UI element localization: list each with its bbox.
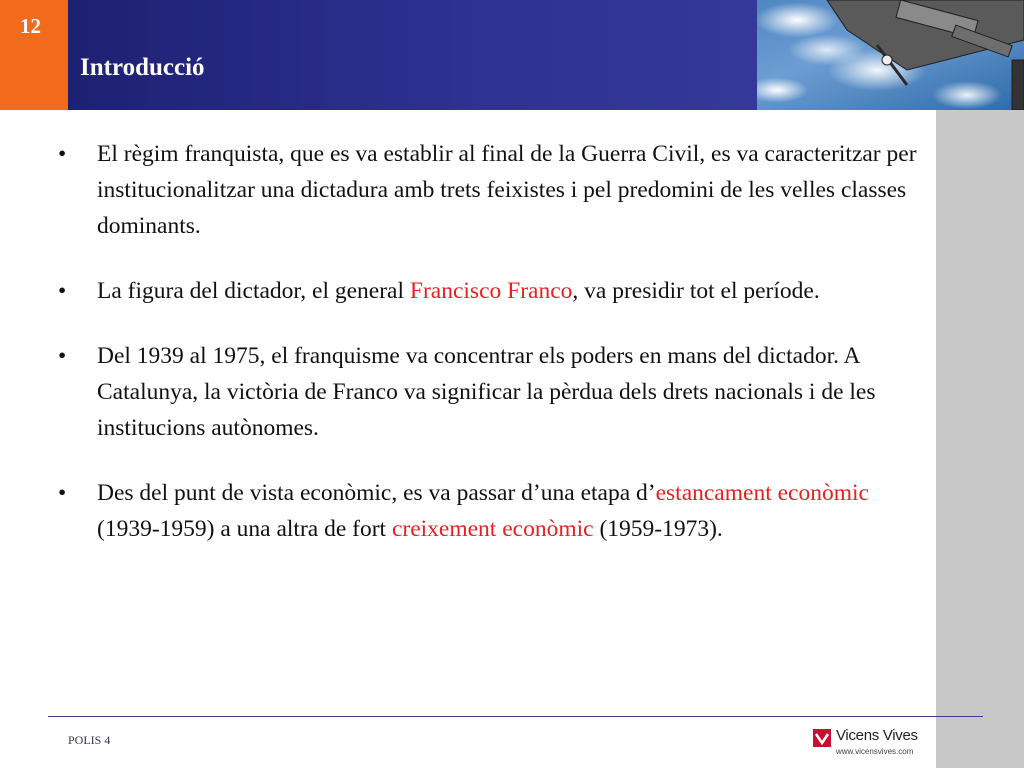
bullet-text: Des del punt de vista econòmic, es va passar d’una etapa d’ [97, 480, 656, 506]
bullet-text: (1959-1973). [593, 516, 723, 542]
footer-divider [48, 716, 983, 717]
space-station-illustration [757, 0, 1024, 110]
highlighted-text: Francisco Franco [409, 278, 573, 304]
logo-url: www.vicensvives.com [836, 747, 914, 756]
slide-header [0, 0, 1024, 110]
bullet-text: El règim franquista, que es va establir al final de la Guerra Civil, es va caracteritzar per institucionalitzar una dictadura amb trets feixistes i pel predomini de les velles classes dominants. [97, 141, 917, 239]
bullet-text: La figura del dictador, el general [97, 278, 410, 304]
slide-number-box [0, 0, 68, 110]
slide-number: 12 [20, 14, 41, 38]
bullet-item [58, 475, 928, 547]
slide-title: Introducció [80, 54, 205, 81]
bullet-text: Del 1939 al 1975, el franquisme va concentrar els poders en mans del dictador. A Catalunya, la victòria de Franco va significar la pèrdua dels drets nacionals i de les institucions autònomes. [97, 343, 876, 441]
bullet-item [58, 136, 928, 244]
bullet-item [58, 338, 928, 446]
bullet-dot: • [58, 480, 67, 506]
bullet-item [58, 273, 928, 309]
footer-label: POLIS 4 [68, 733, 111, 747]
bullet-dot: • [58, 141, 67, 167]
bullet-dot: • [58, 278, 67, 304]
publisher-logo [813, 727, 925, 759]
bullet-list [58, 136, 928, 576]
highlighted-text: estancament econòmic [655, 480, 869, 506]
bullet-dot: • [58, 343, 67, 369]
bullet-text: (1939-1959) a una altra de fort [97, 516, 392, 542]
highlighted-text: creixement econòmic [391, 516, 594, 542]
bullet-text: , va presidir tot el període. [572, 278, 820, 304]
vicens-vives-logo-icon [813, 729, 831, 747]
right-sidebar [936, 110, 1024, 768]
logo-name: Vicens Vives [836, 727, 918, 744]
space-station-photo [757, 0, 1024, 110]
